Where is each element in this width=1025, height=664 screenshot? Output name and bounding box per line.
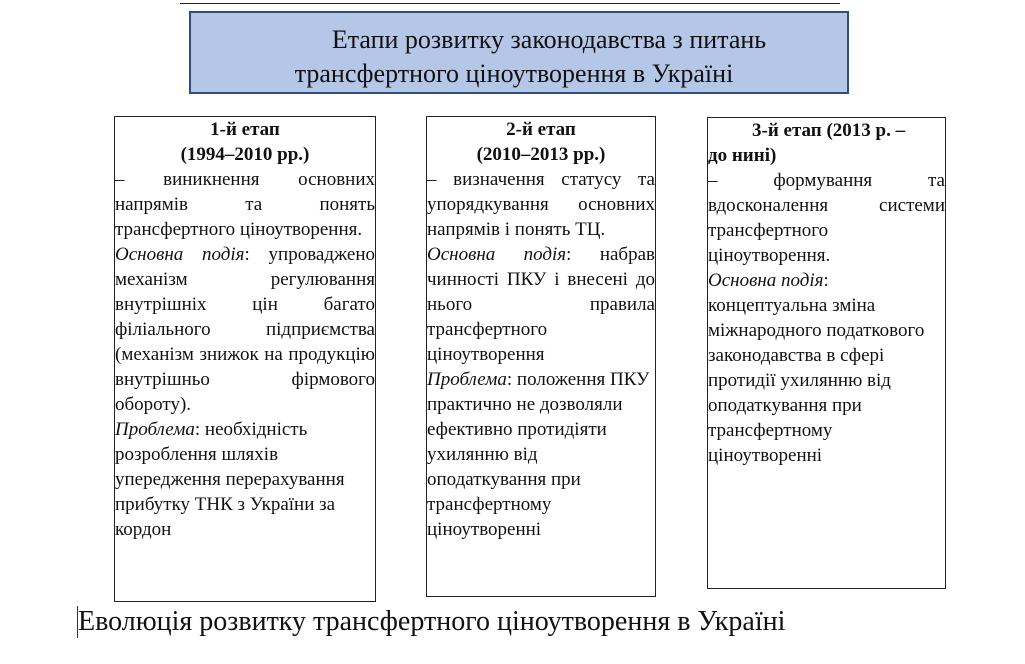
stage-3-heading: 3-й етап (2013 р. – (752, 120, 906, 141)
stage-1-box (114, 116, 376, 602)
stage-2-event (427, 242, 655, 367)
stage-1-problem-label: Проблема (115, 419, 195, 440)
stage-1-period: (1994–2010 рр.) (180, 144, 310, 165)
stage-1-event (115, 242, 375, 417)
stage-3-event-text: : концептуальна зміна міжнародного податкового законодавства в сфері протидії ухилянню від оподаткування при трансфертному ціноутворенні (708, 270, 925, 466)
stage-2-box (426, 116, 656, 597)
title-line-1: Етапи розвитку законодавства з питань (331, 25, 767, 54)
stage-1-problem-text: : необхідність розроблення шляхів упередження перерахування прибутку ТНК з України за кордон (115, 419, 345, 540)
stage-2-problem-label: Проблема (427, 369, 507, 390)
figure-caption: Еволюція розвитку трансфертного ціноутворення в Україні (78, 606, 786, 637)
stage-1-heading: 1-й етап (210, 119, 280, 140)
stage-3-event-label: Основна подія (708, 270, 824, 291)
stage-1-event-label: Основна подія (115, 244, 245, 265)
stage-2-event-label: Основна подія (427, 244, 567, 265)
stage-2-event-text: : набрав чинності ПКУ і внесені до нього правила трансфертного ціноутворення (427, 244, 655, 365)
stage-2-problem (427, 367, 655, 542)
stage-3-period: до нині) (708, 145, 777, 166)
previous-text-line-cut (180, 0, 840, 4)
stage-1-intro: – виникнення основних напрямів та понять трансфертного ціноутворення. (115, 169, 375, 240)
diagram-title-box (189, 11, 849, 94)
stage-1-problem (115, 417, 375, 542)
stage-1-event-text: : упроваджено механізм регулювання внутрішніх цін багато філіального підприємства (механізм знижок на продукцію внутрішньо фірмового обороту). (115, 244, 375, 415)
stage-2-period: (2010–2013 рр.) (476, 144, 606, 165)
stage-2-intro: – визначення статусу та упорядкування основних напрямів і понять ТЦ. (427, 169, 655, 240)
stage-3-box (707, 117, 946, 589)
stage-2-heading: 2-й етап (506, 119, 576, 140)
stage-3-event (708, 268, 945, 468)
title-line-2: трансфертного ціноутворення в Україні (294, 59, 734, 88)
stage-2-problem-text: : положення ПКУ практично не дозволяли ефективно протидіяти ухилянню від оподаткування при трансфертному ціноутворенні (427, 369, 650, 540)
stage-3-intro: – формування та вдосконалення системи трансфертного ціноутворення. (708, 170, 945, 266)
